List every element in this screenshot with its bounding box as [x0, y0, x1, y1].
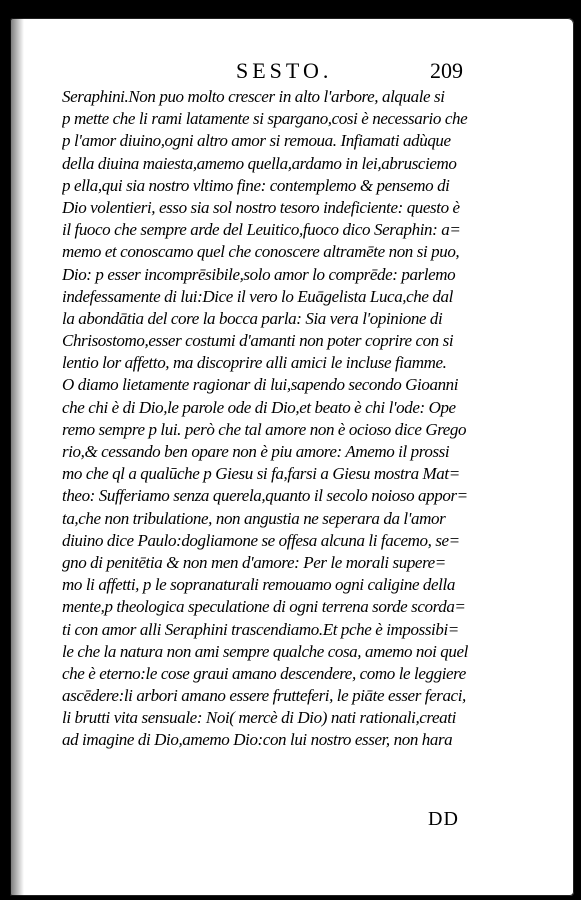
text-line: li brutti vita sensuale: Noi( mercè di Dio) nati rationali,creati [62, 708, 456, 728]
text-line: lentio lor affetto, ma discoprire alli amici le incluse fiamme. [62, 353, 447, 373]
text-line: il fuoco che sempre arde del Leuitico,fuoco dico Seraphin: a= [62, 220, 461, 240]
text-line: Dio: p esser incomprēsibile,solo amor lo comprēde: parlemo [62, 264, 456, 284]
text-line: remo sempre p lui. però che tal amore non è ocioso dice Grego [62, 419, 467, 439]
text-line: theo: Sufferiamo senza querela,quanto il secolo noioso appor= [62, 486, 468, 506]
text-line: Chrisostomo,esser costumi d'amanti non poter coprire con si [62, 331, 454, 351]
page-header [0, 58, 581, 88]
text-line: diuino dice Paulo:dogliamone se offesa alcuna li facemo, se= [62, 530, 460, 550]
text-line: la abondātia del core la bocca parla: Sia vera l'opinione di [62, 308, 443, 328]
text-line: mo li affetti, p le sopranaturali remouamo ogni caligine della [62, 575, 455, 595]
text-line: ti con amor alli Seraphini trascendiamo.Et pche è impossibi= [62, 619, 459, 639]
text-line: O diamo lietamente ragionar di lui,sapendo secondo Gioanni [62, 375, 459, 395]
text-line: p mette che li rami latamente si spargano,cosi è necessario che [62, 109, 468, 129]
text-line: Seraphini.Non puo molto crescer in alto l'arbore, alquale si [62, 87, 445, 106]
text-line: Dio volentieri, esso sia sol nostro tesoro indeficiente: questo è [62, 197, 460, 217]
text-line: p ella,qui sia nostro vltimo fine: contemplemo & pensemo di [62, 175, 450, 195]
text-line: che è eterno:le cose graui amano descendere, como le leggiere [62, 663, 466, 683]
text-line: ta,che non tribulatione, non angustia ne seperara da l'amor [62, 508, 446, 528]
text-line: ad imagine di Dio,amemo Dio:con lui nostro esser, non hara [62, 730, 453, 750]
text-line: gno di penitētia & non men d'amore: Per le morali supere= [62, 552, 446, 572]
text-line: mo che ql a qualūche p Giesu si fa,farsi a Giesu mostra Mat= [62, 464, 460, 484]
text-line: memo et conoscamo quel che conoscere altramēte non si puo, [62, 242, 460, 262]
gutter-shadow [10, 18, 24, 896]
text-line: che chi è di Dio,le parole ode di Dio,et beato è chi l'ode: Ope [62, 397, 456, 417]
page-number: 209 [430, 58, 463, 83]
text-line: le che la natura non ami sempre qualche cosa, amemo noi quel [62, 641, 468, 661]
text-line: p l'amor diuino,ogni altro amor si remoua. Infiamati adùque [62, 131, 451, 151]
body-text [62, 86, 508, 752]
text-line: indefessamente di lui:Dice il vero lo Euāgelista Luca,che dal [62, 286, 453, 306]
text-line: mente,p theologica speculatione di ogni terrena sorde scorda= [62, 597, 466, 617]
catchword: DD [428, 808, 459, 830]
text-line: ascēdere:li arbori amano essere frutteferi, le piāte esser feraci, [62, 686, 466, 706]
text-line: della diuina maiesta,amemo quella,ardamo in lei,abrusciemo [62, 153, 457, 173]
running-head: SESTO. [236, 58, 333, 83]
text-line: rio,& cessando ben opare non è piu amore: Amemo il prossi [62, 442, 450, 461]
